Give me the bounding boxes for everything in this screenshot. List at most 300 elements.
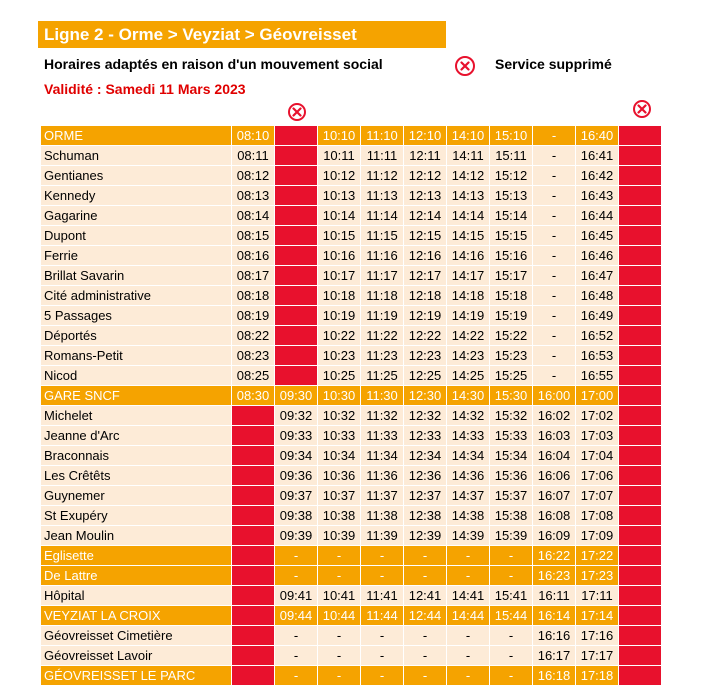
time-cell: 17:17 — [576, 646, 619, 666]
time-cell: 14:41 — [447, 586, 490, 606]
time-cell: 14:38 — [447, 506, 490, 526]
timetable-row — [41, 426, 662, 446]
cancelled-cell — [619, 606, 662, 626]
stop-name: Guynemer — [41, 486, 232, 506]
timetable-row — [41, 366, 662, 386]
stop-name: Géovreisset Lavoir — [41, 646, 232, 666]
cancelled-cell — [619, 526, 662, 546]
time-cell: 14:18 — [447, 286, 490, 306]
time-cell: - — [361, 546, 404, 566]
stop-name: Déportés — [41, 326, 232, 346]
time-cell: 16:03 — [533, 426, 576, 446]
time-cell: 12:11 — [404, 146, 447, 166]
time-cell: - — [404, 566, 447, 586]
time-cell: - — [275, 666, 318, 686]
time-cell: 12:22 — [404, 326, 447, 346]
cancelled-cell — [275, 166, 318, 186]
time-cell: 10:32 — [318, 406, 361, 426]
time-cell: 15:10 — [490, 126, 533, 146]
time-cell: 15:11 — [490, 146, 533, 166]
timetable-row — [41, 266, 662, 286]
cancelled-cell — [232, 406, 275, 426]
time-cell: 16:52 — [576, 326, 619, 346]
time-cell: 15:37 — [490, 486, 533, 506]
time-cell: 10:10 — [318, 126, 361, 146]
time-cell: 16:22 — [533, 546, 576, 566]
cancelled-cell — [232, 506, 275, 526]
timetable-row — [41, 286, 662, 306]
time-cell: 15:15 — [490, 226, 533, 246]
time-cell: 11:11 — [361, 146, 404, 166]
stop-name: Ferrie — [41, 246, 232, 266]
time-cell: 16:06 — [533, 466, 576, 486]
time-cell: - — [275, 546, 318, 566]
time-cell: 12:17 — [404, 266, 447, 286]
time-cell: 11:15 — [361, 226, 404, 246]
time-cell: 10:37 — [318, 486, 361, 506]
time-cell: 14:13 — [447, 186, 490, 206]
time-cell: - — [404, 666, 447, 686]
time-cell: 17:00 — [576, 386, 619, 406]
time-cell: 14:14 — [447, 206, 490, 226]
time-cell: 10:19 — [318, 306, 361, 326]
time-cell: - — [447, 546, 490, 566]
cancelled-cell — [619, 366, 662, 386]
timetable-row — [41, 526, 662, 546]
cancelled-cell — [232, 666, 275, 686]
time-cell: 16:49 — [576, 306, 619, 326]
time-cell: - — [490, 566, 533, 586]
time-cell: 16:17 — [533, 646, 576, 666]
time-cell: 11:25 — [361, 366, 404, 386]
time-cell: 10:25 — [318, 366, 361, 386]
timetable-row — [41, 626, 662, 646]
time-cell: 11:19 — [361, 306, 404, 326]
cancelled-cell — [619, 346, 662, 366]
time-cell: 11:44 — [361, 606, 404, 626]
time-cell: - — [533, 166, 576, 186]
time-cell: 11:37 — [361, 486, 404, 506]
cancel-legend-icon — [455, 56, 475, 76]
time-cell: 15:39 — [490, 526, 533, 546]
time-cell: - — [318, 646, 361, 666]
time-cell: 15:22 — [490, 326, 533, 346]
time-cell: 08:19 — [232, 306, 275, 326]
time-cell: 11:32 — [361, 406, 404, 426]
stop-name: Romans-Petit — [41, 346, 232, 366]
time-cell: - — [533, 226, 576, 246]
time-cell: - — [447, 646, 490, 666]
time-cell: 14:23 — [447, 346, 490, 366]
time-cell: 12:16 — [404, 246, 447, 266]
time-cell: 17:23 — [576, 566, 619, 586]
time-cell: 11:18 — [361, 286, 404, 306]
cancelled-cell — [275, 146, 318, 166]
time-cell: 10:17 — [318, 266, 361, 286]
time-cell: - — [533, 306, 576, 326]
time-cell: 15:18 — [490, 286, 533, 306]
time-cell: 12:36 — [404, 466, 447, 486]
stop-name: Kennedy — [41, 186, 232, 206]
timetable-row — [41, 206, 662, 226]
time-cell: 09:30 — [275, 386, 318, 406]
cancelled-cell — [619, 166, 662, 186]
cancelled-cell — [232, 486, 275, 506]
time-cell: 15:38 — [490, 506, 533, 526]
time-cell: 15:14 — [490, 206, 533, 226]
time-cell: 08:30 — [232, 386, 275, 406]
timetable-row — [41, 346, 662, 366]
time-cell: 14:34 — [447, 446, 490, 466]
cancelled-cell — [275, 286, 318, 306]
validity-date: Validité : Samedi 11 Mars 2023 — [44, 81, 246, 97]
stop-name: St Exupéry — [41, 506, 232, 526]
stop-name: Brillat Savarin — [41, 266, 232, 286]
time-cell: 08:16 — [232, 246, 275, 266]
stop-name: Schuman — [41, 146, 232, 166]
stop-name: Nicod — [41, 366, 232, 386]
timetable-row — [41, 406, 662, 426]
time-cell: 08:13 — [232, 186, 275, 206]
time-cell: 14:10 — [447, 126, 490, 146]
time-cell: 12:15 — [404, 226, 447, 246]
time-cell: 12:32 — [404, 406, 447, 426]
time-cell: 14:33 — [447, 426, 490, 446]
timetable-row — [41, 386, 662, 406]
time-cell: - — [404, 546, 447, 566]
cancelled-cell — [619, 186, 662, 206]
stop-name: Gagarine — [41, 206, 232, 226]
timetable-row — [41, 146, 662, 166]
time-cell: 14:11 — [447, 146, 490, 166]
time-cell: 10:36 — [318, 466, 361, 486]
time-cell: 10:30 — [318, 386, 361, 406]
time-cell: 14:30 — [447, 386, 490, 406]
time-cell: 14:17 — [447, 266, 490, 286]
time-cell: 15:12 — [490, 166, 533, 186]
time-cell: 17:09 — [576, 526, 619, 546]
timetable-row — [41, 446, 662, 466]
time-cell: 10:39 — [318, 526, 361, 546]
cancelled-cell — [619, 386, 662, 406]
time-cell: 17:03 — [576, 426, 619, 446]
time-cell: 09:41 — [275, 586, 318, 606]
time-cell: 15:36 — [490, 466, 533, 486]
cancelled-cell — [232, 546, 275, 566]
time-cell: 11:10 — [361, 126, 404, 146]
time-cell: 10:38 — [318, 506, 361, 526]
stop-name: Jeanne d'Arc — [41, 426, 232, 446]
time-cell: - — [490, 626, 533, 646]
stop-name: Jean Moulin — [41, 526, 232, 546]
cancelled-cell — [275, 206, 318, 226]
time-cell: 14:15 — [447, 226, 490, 246]
time-cell: 17:16 — [576, 626, 619, 646]
time-cell: 11:22 — [361, 326, 404, 346]
time-cell: 17:08 — [576, 506, 619, 526]
time-cell: 14:19 — [447, 306, 490, 326]
cancelled-cell — [232, 646, 275, 666]
cancelled-cell — [232, 606, 275, 626]
time-cell: 14:16 — [447, 246, 490, 266]
time-cell: 15:41 — [490, 586, 533, 606]
time-cell: 14:32 — [447, 406, 490, 426]
time-cell: 08:12 — [232, 166, 275, 186]
stop-name: Géovreisset Cimetière — [41, 626, 232, 646]
cancel-column-icon — [633, 100, 651, 118]
timetable-row — [41, 546, 662, 566]
time-cell: 11:16 — [361, 246, 404, 266]
cancelled-cell — [275, 246, 318, 266]
time-cell: 10:18 — [318, 286, 361, 306]
time-cell: 15:32 — [490, 406, 533, 426]
time-cell: 12:39 — [404, 526, 447, 546]
cancelled-cell — [232, 566, 275, 586]
cancelled-cell — [619, 666, 662, 686]
time-cell: - — [318, 546, 361, 566]
timetable-row — [41, 486, 662, 506]
time-cell: 09:39 — [275, 526, 318, 546]
time-cell: 16:43 — [576, 186, 619, 206]
cancelled-cell — [619, 326, 662, 346]
time-cell: 16:45 — [576, 226, 619, 246]
time-cell: - — [404, 646, 447, 666]
time-cell: - — [533, 326, 576, 346]
time-cell: 15:23 — [490, 346, 533, 366]
time-cell: 15:25 — [490, 366, 533, 386]
time-cell: 10:41 — [318, 586, 361, 606]
cancelled-cell — [275, 326, 318, 346]
cancelled-cell — [619, 286, 662, 306]
time-cell: 10:44 — [318, 606, 361, 626]
time-cell: 10:22 — [318, 326, 361, 346]
timetable-row — [41, 186, 662, 206]
cancelled-cell — [275, 126, 318, 146]
time-cell: 08:23 — [232, 346, 275, 366]
cancelled-cell — [232, 586, 275, 606]
time-cell: - — [533, 266, 576, 286]
time-cell: 17:02 — [576, 406, 619, 426]
time-cell: 11:17 — [361, 266, 404, 286]
timetable-row — [41, 606, 662, 626]
time-cell: 12:23 — [404, 346, 447, 366]
time-cell: 16:55 — [576, 366, 619, 386]
time-cell: 12:13 — [404, 186, 447, 206]
time-cell: 12:41 — [404, 586, 447, 606]
time-cell: 10:12 — [318, 166, 361, 186]
cancel-column-icon — [288, 103, 306, 121]
time-cell: 11:13 — [361, 186, 404, 206]
timetable-row — [41, 646, 662, 666]
time-cell: 11:34 — [361, 446, 404, 466]
time-cell: 15:34 — [490, 446, 533, 466]
cancelled-cell — [619, 206, 662, 226]
time-cell: - — [318, 666, 361, 686]
cancelled-cell — [275, 346, 318, 366]
cancelled-cell — [619, 646, 662, 666]
time-cell: 08:11 — [232, 146, 275, 166]
time-cell: 14:44 — [447, 606, 490, 626]
cancelled-cell — [232, 426, 275, 446]
time-cell: 09:34 — [275, 446, 318, 466]
time-cell: 15:33 — [490, 426, 533, 446]
cancelled-cell — [619, 406, 662, 426]
time-cell: 12:10 — [404, 126, 447, 146]
stop-name: Michelet — [41, 406, 232, 426]
timetable-row — [41, 566, 662, 586]
timetable-row — [41, 586, 662, 606]
time-cell: 10:11 — [318, 146, 361, 166]
time-cell: - — [533, 126, 576, 146]
time-cell: 09:37 — [275, 486, 318, 506]
time-cell: 12:44 — [404, 606, 447, 626]
time-cell: 12:18 — [404, 286, 447, 306]
time-cell: 08:14 — [232, 206, 275, 226]
time-cell: 14:25 — [447, 366, 490, 386]
time-cell: 16:53 — [576, 346, 619, 366]
cancelled-cell — [275, 266, 318, 286]
cancelled-cell — [619, 626, 662, 646]
time-cell: 14:36 — [447, 466, 490, 486]
time-cell: 16:04 — [533, 446, 576, 466]
time-cell: 16:41 — [576, 146, 619, 166]
time-cell: 12:34 — [404, 446, 447, 466]
time-cell: 14:39 — [447, 526, 490, 546]
time-cell: 11:30 — [361, 386, 404, 406]
time-cell: 08:10 — [232, 126, 275, 146]
cancelled-cell — [275, 226, 318, 246]
time-cell: 16:42 — [576, 166, 619, 186]
time-cell: 15:16 — [490, 246, 533, 266]
time-cell: 11:36 — [361, 466, 404, 486]
time-cell: 08:17 — [232, 266, 275, 286]
stop-name: GÉOVREISSET LE PARC — [41, 666, 232, 686]
time-cell: 16:00 — [533, 386, 576, 406]
time-cell: 08:25 — [232, 366, 275, 386]
time-cell: 10:13 — [318, 186, 361, 206]
timetable-row — [41, 326, 662, 346]
time-cell: - — [533, 206, 576, 226]
time-cell: 08:22 — [232, 326, 275, 346]
cancelled-cell — [619, 426, 662, 446]
time-cell: 16:18 — [533, 666, 576, 686]
time-cell: 12:37 — [404, 486, 447, 506]
cancelled-cell — [232, 446, 275, 466]
time-cell: - — [361, 626, 404, 646]
time-cell: - — [275, 646, 318, 666]
time-cell: 11:38 — [361, 506, 404, 526]
cancelled-cell — [619, 126, 662, 146]
time-cell: 11:14 — [361, 206, 404, 226]
cancelled-cell — [619, 246, 662, 266]
time-cell: 17:07 — [576, 486, 619, 506]
time-cell: 11:23 — [361, 346, 404, 366]
time-cell: 10:34 — [318, 446, 361, 466]
stop-name: Braconnais — [41, 446, 232, 466]
time-cell: 15:13 — [490, 186, 533, 206]
cancelled-cell — [619, 566, 662, 586]
timetable-row — [41, 466, 662, 486]
time-cell: 16:07 — [533, 486, 576, 506]
time-cell: 09:44 — [275, 606, 318, 626]
time-cell: 16:16 — [533, 626, 576, 646]
timetable-row — [41, 166, 662, 186]
time-cell: 12:14 — [404, 206, 447, 226]
time-cell: 15:44 — [490, 606, 533, 626]
timetable-row — [41, 126, 662, 146]
time-cell: - — [533, 286, 576, 306]
notice-subtitle: Horaires adaptés en raison d'un mouvement social — [44, 56, 383, 72]
time-cell: 10:33 — [318, 426, 361, 446]
stop-name: VEYZIAT LA CROIX — [41, 606, 232, 626]
stop-name: 5 Passages — [41, 306, 232, 326]
cancelled-cell — [275, 366, 318, 386]
time-cell: 11:33 — [361, 426, 404, 446]
time-cell: 17:18 — [576, 666, 619, 686]
time-cell: 14:37 — [447, 486, 490, 506]
time-cell: 16:08 — [533, 506, 576, 526]
time-cell: 17:04 — [576, 446, 619, 466]
time-cell: 15:17 — [490, 266, 533, 286]
time-cell: 17:11 — [576, 586, 619, 606]
time-cell: 16:44 — [576, 206, 619, 226]
time-cell: 17:06 — [576, 466, 619, 486]
stop-name: Eglisette — [41, 546, 232, 566]
cancel-legend-label: Service supprimé — [495, 56, 612, 72]
time-cell: 16:47 — [576, 266, 619, 286]
time-cell: - — [361, 566, 404, 586]
cancelled-cell — [619, 466, 662, 486]
time-cell: 16:40 — [576, 126, 619, 146]
time-cell: 15:19 — [490, 306, 533, 326]
time-cell: - — [533, 346, 576, 366]
time-cell: 11:39 — [361, 526, 404, 546]
cancelled-cell — [619, 306, 662, 326]
time-cell: 12:19 — [404, 306, 447, 326]
timetable-row — [41, 306, 662, 326]
time-cell: - — [404, 626, 447, 646]
time-cell: - — [533, 366, 576, 386]
time-cell: - — [533, 186, 576, 206]
time-cell: - — [361, 646, 404, 666]
cancelled-cell — [619, 586, 662, 606]
time-cell: 16:11 — [533, 586, 576, 606]
time-cell: 16:23 — [533, 566, 576, 586]
time-cell: - — [490, 646, 533, 666]
time-cell: 09:38 — [275, 506, 318, 526]
cancelled-cell — [232, 626, 275, 646]
timetable-row — [41, 506, 662, 526]
time-cell: - — [275, 626, 318, 646]
time-cell: 14:22 — [447, 326, 490, 346]
time-cell: 16:09 — [533, 526, 576, 546]
time-cell: 10:15 — [318, 226, 361, 246]
stop-name: Gentianes — [41, 166, 232, 186]
stop-name: GARE SNCF — [41, 386, 232, 406]
time-cell: 11:41 — [361, 586, 404, 606]
timetable — [40, 125, 662, 686]
time-cell: - — [275, 566, 318, 586]
time-cell: 10:16 — [318, 246, 361, 266]
stop-name: De Lattre — [41, 566, 232, 586]
timetable-row — [41, 666, 662, 686]
page-title: Ligne 2 - Orme > Veyziat > Géovreisset — [38, 21, 446, 48]
time-cell: 12:25 — [404, 366, 447, 386]
time-cell: - — [361, 666, 404, 686]
time-cell: 16:02 — [533, 406, 576, 426]
stop-name: ORME — [41, 126, 232, 146]
timetable-row — [41, 246, 662, 266]
